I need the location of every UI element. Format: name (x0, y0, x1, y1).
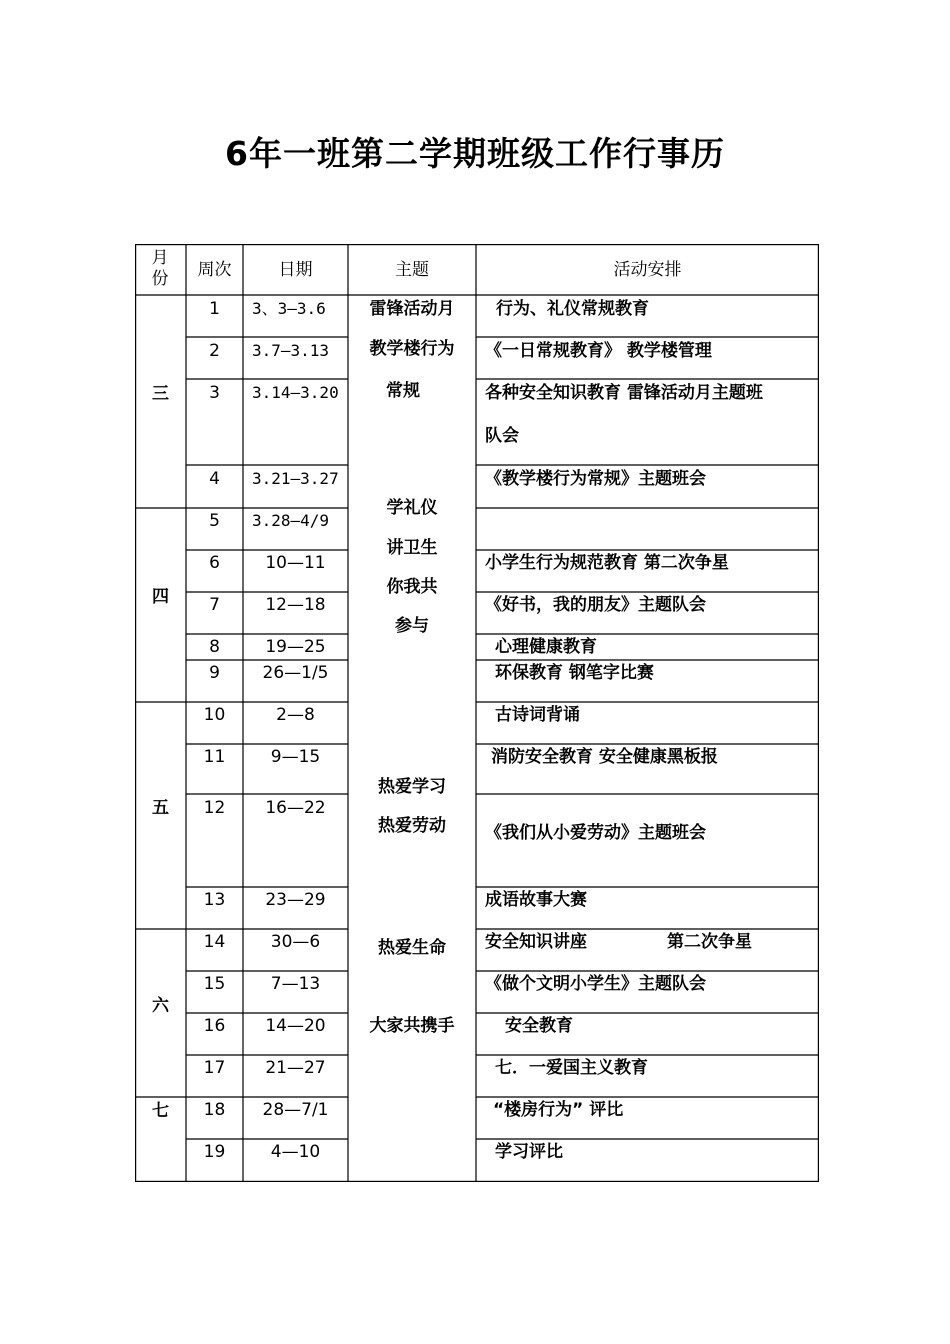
activity-text: 队会 (485, 426, 519, 446)
activity-text: 小学生行为规范教育 第二次争星 (485, 553, 729, 573)
date-range: 4—10 (270, 1142, 321, 1162)
month-label: 七 (152, 1101, 169, 1121)
month-label: 三 (152, 384, 169, 404)
date-range: 3.28—4/9 (252, 511, 330, 530)
week-number: 11 (203, 747, 226, 767)
week-number: 16 (203, 1016, 226, 1036)
page-title: 6年一班第二学期班级工作行事历 (225, 134, 725, 173)
week-number: 6 (209, 553, 220, 573)
activity-text: 《好书，我的朋友》主题队会 (485, 595, 706, 615)
date-range: 3.7—3.13 (252, 341, 330, 360)
week-number: 14 (203, 932, 226, 952)
activity-text: 安全知识讲座 (485, 932, 587, 952)
activity-text: 成语故事大赛 (485, 890, 587, 910)
date-range: 7—13 (270, 974, 321, 994)
date-range: 14—20 (265, 1016, 326, 1036)
date-range: 16—22 (265, 798, 326, 818)
date-range: 30—6 (270, 932, 321, 952)
activity-text: 环保教育 钢笔字比赛 (495, 663, 654, 683)
week-number: 10 (203, 705, 226, 725)
month-label: 四 (152, 587, 169, 607)
theme-line: 常规 (386, 381, 420, 401)
activity-text: 七．一爱国主义教育 (495, 1058, 648, 1078)
date-range: 10—11 (265, 553, 326, 573)
theme-line: 热爱生命 (378, 938, 446, 958)
date-range: 2—8 (276, 705, 315, 725)
activity-text: 学习评比 (495, 1142, 563, 1162)
header-activity: 活动安排 (613, 260, 682, 280)
header-month: 月份 (151, 248, 169, 289)
date-range: 9—15 (270, 747, 321, 767)
week-number: 15 (203, 974, 226, 994)
date-range: 19—25 (265, 637, 326, 657)
week-number: 1 (209, 299, 220, 319)
week-number: 19 (203, 1142, 226, 1162)
week-number: 5 (209, 511, 220, 531)
activity-text: 古诗词背诵 (495, 705, 580, 725)
activity-text: 心理健康教育 (495, 637, 597, 657)
month-label: 六 (152, 996, 169, 1016)
date-range: 3、3—3.6 (252, 299, 326, 318)
theme-line: 讲卫生 (386, 538, 438, 558)
header-theme: 主题 (395, 260, 429, 280)
date-range: 3.14—3.20 (252, 383, 339, 402)
activity-text: 《做个文明小学生》主题队会 (485, 974, 706, 994)
activity-text: 消防安全教育 安全健康黑板报 (491, 747, 718, 767)
activity-text: 安全教育 (505, 1016, 573, 1036)
theme-line: 学礼仪 (386, 498, 438, 518)
activity-text: “楼房行为” 评比 (493, 1100, 624, 1120)
theme-line: 热爱学习 (378, 777, 446, 797)
theme-line: 你我共 (386, 577, 438, 597)
date-range: 3.21—3.27 (252, 469, 339, 488)
week-number: 17 (203, 1058, 226, 1078)
date-range: 23—29 (265, 890, 326, 910)
week-number: 3 (209, 383, 220, 403)
week-number: 2 (209, 341, 220, 361)
activity-text: 各种安全知识教育 雷锋活动月主题班 (485, 383, 763, 403)
week-number: 8 (209, 637, 220, 657)
week-number: 18 (203, 1100, 226, 1120)
theme-line: 大家共携手 (369, 1016, 455, 1036)
header-week: 周次 (197, 260, 232, 280)
schedule-table (135, 244, 819, 1182)
week-number: 4 (209, 469, 220, 489)
date-range: 21—27 (265, 1058, 326, 1078)
week-number: 12 (203, 798, 226, 818)
week-number: 7 (209, 595, 220, 615)
week-number: 9 (209, 663, 220, 683)
theme-line: 热爱劳动 (378, 816, 446, 836)
activity-text: 第二次争星 (667, 932, 752, 952)
theme-line: 教学楼行为 (369, 339, 455, 359)
header-date: 日期 (278, 260, 313, 280)
activity-text: 《教学楼行为常规》主题班会 (485, 469, 706, 489)
theme-line: 参与 (395, 616, 429, 636)
date-range: 12—18 (265, 595, 326, 615)
month-label: 五 (152, 798, 169, 818)
week-number: 13 (203, 890, 226, 910)
theme-line: 雷锋活动月 (369, 299, 455, 319)
activity-text: 《我们从小爱劳动》主题班会 (485, 823, 706, 843)
date-range: 28—7/1 (262, 1100, 329, 1120)
date-range: 26—1/5 (262, 663, 329, 683)
activity-text: 行为、礼仪常规教育 (496, 299, 649, 319)
activity-text: 《一日常规教育》 教学楼管理 (485, 341, 712, 361)
